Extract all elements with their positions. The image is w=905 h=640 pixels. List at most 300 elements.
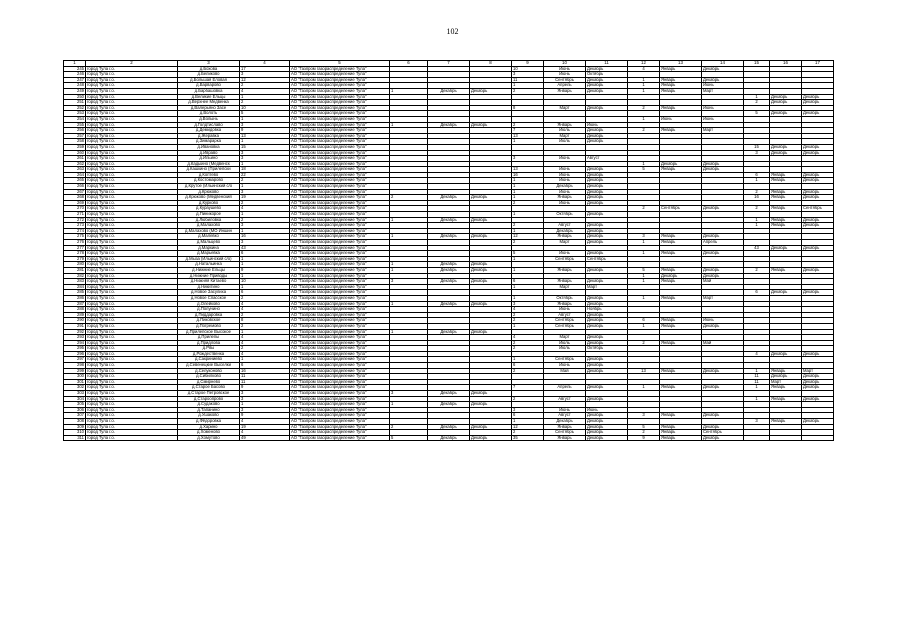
table-cell: Декабрь <box>802 385 834 391</box>
table-cell: 292 <box>64 329 86 335</box>
table-cell: д.Никитино <box>178 284 240 290</box>
table-cell: Декабрь <box>544 419 586 425</box>
table-cell: Декабрь <box>470 301 512 307</box>
table-cell: д.Полунино <box>178 307 240 313</box>
table-cell: Декабрь <box>586 435 628 441</box>
table-cell: 11 <box>512 77 544 83</box>
table-cell: Декабрь <box>586 195 628 201</box>
table-cell: Декабрь <box>802 100 834 106</box>
table-cell: 286 <box>64 295 86 301</box>
table-cell: Июль <box>544 139 586 145</box>
table-cell: город Тула г.о. <box>86 368 178 374</box>
table-cell: 303 <box>64 391 86 397</box>
table-cell: Декабрь <box>428 301 470 307</box>
table-cell: 263 <box>64 167 86 173</box>
table-cell: 1 <box>390 301 428 307</box>
table-cell: 268 <box>64 195 86 201</box>
table-cell: Декабрь <box>428 267 470 273</box>
table-cell: город Тула г.о. <box>86 340 178 346</box>
table-cell: 3 <box>390 279 428 285</box>
table-cell: 1 <box>512 284 544 290</box>
table-cell: 1 <box>744 368 770 374</box>
table-cell: д.Нижние Ельцы <box>178 267 240 273</box>
table-cell: Сентябрь <box>544 256 586 262</box>
table-cell: 6 <box>512 363 544 369</box>
table-cell: 6 <box>240 290 290 296</box>
table-cell: д.Мыза (Ильинский с/о) <box>178 256 240 262</box>
table-cell: д.Рождественка <box>178 351 240 357</box>
table-cell: Декабрь <box>802 189 834 195</box>
table-cell: Декабрь <box>470 195 512 201</box>
table-cell: АО "Газпром газораспределение Тула" <box>290 346 390 352</box>
table-cell: Сентябрь <box>544 430 586 436</box>
table-cell: Декабрь <box>586 234 628 240</box>
table-cell: 4 <box>240 307 290 313</box>
table-cell: Декабрь <box>470 262 512 268</box>
table-cell: 261 <box>64 156 86 162</box>
table-cell: Декабрь <box>586 251 628 257</box>
table-cell: АО "Газпром газораспределение Тула" <box>290 139 390 145</box>
column-header: 11 <box>586 61 628 67</box>
table-cell: АО "Газпром газораспределение Тула" <box>290 307 390 313</box>
table-cell: 1 <box>390 329 428 335</box>
table-cell: Декабрь <box>702 234 744 240</box>
table-cell: 277 <box>64 245 86 251</box>
table-cell: Декабрь <box>702 66 744 72</box>
table-cell: Декабрь <box>770 290 802 296</box>
table-cell <box>744 435 770 441</box>
table-cell: д.Придлова <box>178 340 240 346</box>
table-cell: Декабрь <box>428 262 470 268</box>
table-cell: город Тула г.о. <box>86 116 178 122</box>
table-cell: 8 <box>512 105 544 111</box>
table-cell: д.Ушаково <box>178 413 240 419</box>
table-cell: 1 <box>512 189 544 195</box>
table-cell: Январь <box>660 88 702 94</box>
table-cell: Март <box>770 379 802 385</box>
table-cell: д.Фёдоровка <box>178 419 240 425</box>
table-cell: 2 <box>240 200 290 206</box>
table-cell: АО "Газпром газораспределение Тула" <box>290 413 390 419</box>
table-cell: 299 <box>64 368 86 374</box>
table-cell: Декабрь <box>802 195 834 201</box>
table-cell: Сентябрь <box>544 357 586 363</box>
table-cell: Декабрь <box>586 419 628 425</box>
table-cell: 291 <box>64 323 86 329</box>
table-body <box>64 66 834 441</box>
table-cell: д.Нижняя Китаево <box>178 279 240 285</box>
table-cell: 11 <box>240 374 290 380</box>
table-cell: Декабрь <box>660 161 702 167</box>
table-cell: 1 <box>240 228 290 234</box>
table-cell: 260 <box>64 150 86 156</box>
table-cell: Август <box>544 413 586 419</box>
table-cell: 266 <box>64 184 86 190</box>
table-cell: д.Малахово <box>178 223 240 229</box>
table-cell: 9 <box>240 267 290 273</box>
table-cell: АО "Газпром газораспределение Тула" <box>290 290 390 296</box>
table-cell: Январь <box>660 413 702 419</box>
table-cell: Декабрь <box>802 396 834 402</box>
table-cell: 262 <box>64 161 86 167</box>
column-header: 15 <box>744 61 770 67</box>
table-cell: 12 <box>512 234 544 240</box>
table-cell: д.Севенецкие Выселки <box>178 363 240 369</box>
table-cell: 276 <box>64 240 86 246</box>
table-cell: д.Валерьяно Засе <box>178 105 240 111</box>
table-cell: 4 <box>628 66 660 72</box>
table-cell: Декабрь <box>770 245 802 251</box>
table-cell: д.Кураушево <box>178 206 240 212</box>
table-cell: Декабрь <box>702 167 744 173</box>
table-cell: 275 <box>64 234 86 240</box>
table-cell: Январь <box>544 279 586 285</box>
table-cell: город Тула г.о. <box>86 256 178 262</box>
table-cell: д.Прилепское Высокое <box>178 329 240 335</box>
table-cell: Декабрь <box>470 267 512 273</box>
column-header: 9 <box>512 61 544 67</box>
table-cell: АО "Газпром газораспределение Тула" <box>290 212 390 218</box>
table-cell: АО "Газпром газораспределение Тула" <box>290 223 390 229</box>
table-cell: город Тула г.о. <box>86 323 178 329</box>
table-cell: 5 <box>512 251 544 257</box>
table-cell: Декабрь <box>428 279 470 285</box>
table-cell: АО "Газпром газораспределение Тула" <box>290 256 390 262</box>
table-cell: 5 <box>240 111 290 117</box>
table-cell: АО "Газпром газораспределение Тула" <box>290 419 390 425</box>
table-cell: Июнь <box>544 72 586 78</box>
column-header: 3 <box>178 61 240 67</box>
table-cell: 2 <box>240 217 290 223</box>
column-header: 16 <box>770 61 802 67</box>
table-cell: город Тула г.о. <box>86 72 178 78</box>
data-table <box>63 60 834 441</box>
table-cell: АО "Газпром газораспределение Тула" <box>290 267 390 273</box>
table-cell: 1 <box>744 223 770 229</box>
table-cell: д.Новое Спасское <box>178 295 240 301</box>
table-cell: 258 <box>64 139 86 145</box>
table-cell: 287 <box>64 301 86 307</box>
table-cell: 311 <box>64 435 86 441</box>
table-cell: д.Волоть <box>178 111 240 117</box>
table-cell: АО "Газпром газораспределение Тула" <box>290 172 390 178</box>
table-cell: город Тула г.о. <box>86 200 178 206</box>
table-cell: Декабрь <box>470 391 512 397</box>
table-cell: АО "Газпром газораспределение Тула" <box>290 357 390 363</box>
table-cell: Декабрь <box>660 273 702 279</box>
table-cell: город Тула г.о. <box>86 66 178 72</box>
table-cell: 2 <box>512 346 544 352</box>
table-cell: 2 <box>240 323 290 329</box>
table-cell: Июнь <box>544 363 586 369</box>
table-cell: Март <box>544 105 586 111</box>
table-cell: Июль <box>544 346 586 352</box>
table-cell: АО "Газпром газораспределение Тула" <box>290 251 390 257</box>
table-cell: АО "Газпром газораспределение Тула" <box>290 116 390 122</box>
table-cell: 1 <box>390 122 428 128</box>
table-cell: Июнь <box>544 167 586 173</box>
table-cell: АО "Газпром газораспределение Тула" <box>290 318 390 324</box>
table-cell: АО "Газпром газораспределение Тула" <box>290 430 390 436</box>
table-cell: 2 <box>628 340 660 346</box>
table-cell: 310 <box>64 430 86 436</box>
table-cell: 252 <box>64 105 86 111</box>
table-cell: Октябрь <box>586 346 628 352</box>
table-cell: д.Беликово <box>178 72 240 78</box>
table-cell: Декабрь <box>586 396 628 402</box>
table-cell: Январь <box>770 206 802 212</box>
table-cell: Декабрь <box>802 290 834 296</box>
table-cell: Январь <box>770 189 802 195</box>
table-cell: АО "Газпром газораспределение Тула" <box>290 144 390 150</box>
table-cell: Декабрь <box>470 88 512 94</box>
table-cell: 1 <box>512 256 544 262</box>
table-cell: Декабрь <box>586 323 628 329</box>
table-cell: 1 <box>390 217 428 223</box>
table-cell: 1 <box>628 279 660 285</box>
table-cell: Декабрь <box>702 267 744 273</box>
table-cell: 11 <box>744 374 770 380</box>
table-cell: 2 <box>512 200 544 206</box>
table-cell: 4 <box>240 430 290 436</box>
table-cell: 4 <box>240 351 290 357</box>
table-cell: 1 <box>390 88 428 94</box>
table-cell: Декабрь <box>802 379 834 385</box>
table-cell: 16 <box>744 195 770 201</box>
table-cell: Декабрь <box>586 212 628 218</box>
table-cell: 3 <box>240 156 290 162</box>
table-cell: Январь <box>770 267 802 273</box>
table-cell: АО "Газпром газораспределение Тула" <box>290 240 390 246</box>
table-cell: город Тула г.о. <box>86 430 178 436</box>
table-cell: Январь <box>544 267 586 273</box>
table-cell: город Тула г.о. <box>86 262 178 268</box>
table-cell: АО "Газпром газораспределение Тула" <box>290 206 390 212</box>
table-cell: город Тула г.о. <box>86 195 178 201</box>
table-cell: АО "Газпром газораспределение Тула" <box>290 424 390 430</box>
table-cell: д.Коптево <box>178 172 240 178</box>
table-cell: 16 <box>512 172 544 178</box>
table-cell: 2 <box>744 100 770 106</box>
table-cell: Декабрь <box>586 363 628 369</box>
table-cell: д.Зимарарка <box>178 139 240 145</box>
table-cell: Январь <box>770 223 802 229</box>
table-cell: Июнь <box>702 83 744 89</box>
table-cell: д.Рвы <box>178 346 240 352</box>
table-cell: 3 <box>240 72 290 78</box>
column-header: 2 <box>86 61 178 67</box>
table-cell: Декабрь <box>544 228 586 234</box>
table-cell: 15 <box>240 144 290 150</box>
table-cell: Октябрь <box>544 295 586 301</box>
table-cell: 12 <box>512 424 544 430</box>
table-cell: Декабрь <box>586 223 628 229</box>
table-cell: д.Крюково (Медвенский <box>178 195 240 201</box>
table-cell: 1 <box>744 385 770 391</box>
table-cell: 308 <box>64 419 86 425</box>
table-cell: Декабрь <box>586 128 628 134</box>
table-cell: д.Жеравка <box>178 133 240 139</box>
table-cell: город Тула г.о. <box>86 419 178 425</box>
table-cell: Декабрь <box>586 385 628 391</box>
table-cell: Июнь <box>586 407 628 413</box>
table-cell: АО "Газпром газораспределение Тула" <box>290 72 390 78</box>
table-cell: Январь <box>770 178 802 184</box>
table-cell: Декабрь <box>586 88 628 94</box>
table-cell: город Тула г.о. <box>86 217 178 223</box>
table-cell: город Тула г.о. <box>86 335 178 341</box>
table-cell: Декабрь <box>802 351 834 357</box>
table-cell: город Тула г.о. <box>86 167 178 173</box>
table-cell: Июнь <box>702 318 744 324</box>
table-cell: Июнь <box>544 156 586 162</box>
table-cell: 1 <box>240 184 290 190</box>
table-cell: город Тула г.о. <box>86 307 178 313</box>
table-cell: 2 <box>390 195 428 201</box>
table-cell: АО "Газпром газораспределение Тула" <box>290 150 390 156</box>
table-cell: д.Погремово <box>178 323 240 329</box>
table-cell: Январь <box>660 83 702 89</box>
table-cell: город Тула г.о. <box>86 329 178 335</box>
table-cell: Декабрь <box>470 279 512 285</box>
table-cell: Декабрь <box>702 413 744 419</box>
table-cell: город Тула г.о. <box>86 111 178 117</box>
table-cell: 2 <box>512 430 544 436</box>
table-cell: 2 <box>512 368 544 374</box>
table-cell: Июнь <box>544 189 586 195</box>
table-cell: Январь <box>660 251 702 257</box>
table-cell: 288 <box>64 307 86 313</box>
table-cell: Июнь <box>702 105 744 111</box>
table-cell: Январь <box>544 234 586 240</box>
table-cell: 273 <box>64 223 86 229</box>
table-cell: Декабрь <box>770 100 802 106</box>
table-cell: 296 <box>64 351 86 357</box>
table-cell: Декабрь <box>428 435 470 441</box>
table-cell: 279 <box>64 256 86 262</box>
table-cell: 253 <box>64 111 86 117</box>
table-cell: Сентябрь <box>544 318 586 324</box>
table-cell: д.Тапанино <box>178 407 240 413</box>
table-cell: Декабрь <box>428 402 470 408</box>
table-cell: Июнь <box>544 66 586 72</box>
table-cell: город Тула г.о. <box>86 312 178 318</box>
table-cell: АО "Газпром газораспределение Тула" <box>290 77 390 83</box>
table-cell: город Тула г.о. <box>86 363 178 369</box>
table-cell: 5 <box>628 267 660 273</box>
table-cell: Декабрь <box>586 295 628 301</box>
table-cell: 3 <box>240 150 290 156</box>
table-cell: 8 <box>240 318 290 324</box>
table-cell: Декабрь <box>470 435 512 441</box>
table-cell: 2 <box>744 267 770 273</box>
table-cell: 255 <box>64 122 86 128</box>
table-cell: город Тула г.о. <box>86 284 178 290</box>
table-cell: Декабрь <box>428 217 470 223</box>
table-cell: 1 <box>628 77 660 83</box>
table-cell: 2 <box>240 178 290 184</box>
column-header: 6 <box>390 61 428 67</box>
table-cell: Март <box>586 284 628 290</box>
table-cell: город Тула г.о. <box>86 223 178 229</box>
table-cell: город Тула г.о. <box>86 357 178 363</box>
table-cell: 1 <box>512 419 544 425</box>
table-cell: АО "Газпром газораспределение Тула" <box>290 105 390 111</box>
table-cell: 4 <box>512 335 544 341</box>
table-cell: город Тула г.о. <box>86 156 178 162</box>
table-cell: Июнь <box>702 116 744 122</box>
table-cell: 249 <box>64 88 86 94</box>
table-cell: 35 <box>512 435 544 441</box>
table-cell: Декабрь <box>586 312 628 318</box>
table-cell: Декабрь <box>802 172 834 178</box>
table-cell: АО "Газпром газораспределение Тула" <box>290 128 390 134</box>
table-cell: 19 <box>240 424 290 430</box>
table-cell: АО "Газпром газораспределение Тула" <box>290 351 390 357</box>
table-cell: 1 <box>390 234 428 240</box>
table-cell: Декабрь <box>586 83 628 89</box>
table-cell: город Тула г.о. <box>86 301 178 307</box>
table-cell: Декабрь <box>470 217 512 223</box>
table-cell: 1 <box>628 161 660 167</box>
table-cell: д.Ильино <box>178 156 240 162</box>
table-cell: город Тула г.о. <box>86 212 178 218</box>
table-cell: Январь <box>544 122 586 128</box>
table-cell: Январь <box>544 435 586 441</box>
table-cell: Декабрь <box>802 144 834 150</box>
table-cell: Январь <box>544 301 586 307</box>
table-cell: 12 <box>240 77 290 83</box>
table-cell: д.Смирнево <box>178 379 240 385</box>
table-cell: 1 <box>512 228 544 234</box>
table-cell: Июнь <box>586 122 628 128</box>
table-cell: 259 <box>64 144 86 150</box>
table-cell: 290 <box>64 318 86 324</box>
table-cell: город Тула г.о. <box>86 178 178 184</box>
table-cell: 246 <box>64 72 86 78</box>
table-cell: 2 <box>512 312 544 318</box>
table-cell: 257 <box>64 133 86 139</box>
table-cell: 9 <box>240 128 290 134</box>
table-cell: Март <box>702 88 744 94</box>
table-cell: город Тула г.о. <box>86 206 178 212</box>
table-cell: Октябрь <box>586 72 628 78</box>
table-cell: Август <box>586 156 628 162</box>
table-cell: д.Хомутово <box>178 435 240 441</box>
table-cell: 13 <box>512 133 544 139</box>
table-cell: Декабрь <box>802 111 834 117</box>
table-cell: 297 <box>64 357 86 363</box>
table-cell: Август <box>544 396 586 402</box>
table-cell: 1 <box>240 212 290 218</box>
table-cell: д.Прилепы <box>178 335 240 341</box>
table-cell: д.Пиковское <box>178 318 240 324</box>
table-cell: 1 <box>240 357 290 363</box>
table-cell: Декабрь <box>586 357 628 363</box>
table-cell: Декабрь <box>470 122 512 128</box>
table-cell: д.Пиникорое <box>178 212 240 218</box>
table-cell: 302 <box>64 385 86 391</box>
table-cell: город Тула г.о. <box>86 228 178 234</box>
table-cell: 1 <box>628 385 660 391</box>
table-cell: Январь <box>660 77 702 83</box>
table-cell: 3 <box>628 234 660 240</box>
table-cell: АО "Газпром газораспределение Тула" <box>290 402 390 408</box>
table-cell: Январь <box>660 424 702 430</box>
table-cell: д.Кашкино (Прилепски <box>178 167 240 173</box>
table-cell: 6 <box>628 318 660 324</box>
table-cell: Декабрь <box>802 223 834 229</box>
